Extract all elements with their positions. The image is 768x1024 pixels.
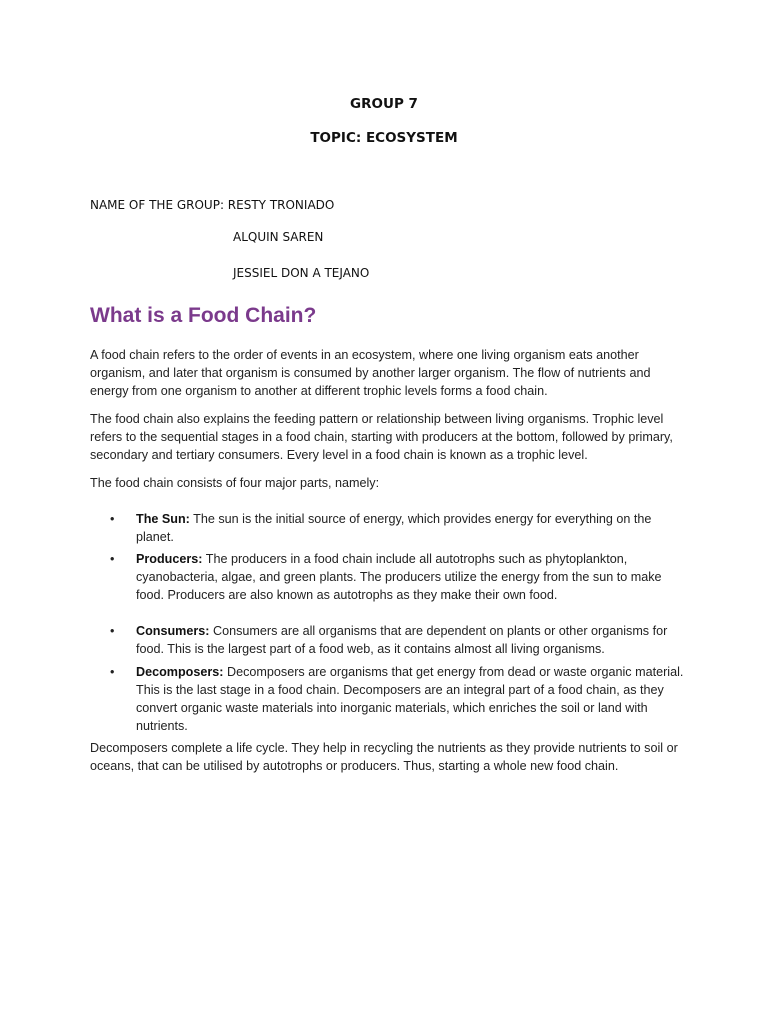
section-heading: What is a Food Chain? — [90, 304, 317, 327]
list-item-description: The sun is the initial source of energy, which provides energy for everything on the planet. — [136, 512, 652, 544]
list-item-term: Decomposers: — [136, 665, 224, 679]
group-member-name: JESSIEL DON A TEJANO — [233, 266, 370, 280]
list-item-sun — [110, 510, 684, 546]
list-item-producers — [110, 550, 684, 604]
list-item-description: The producers in a food chain include all autotrophs such as phytoplankton, cyanobacteria, algae, and green plants. The producers utilize the energy from the sun to make food. Producers are also known as autotrophs as they make their own food. — [136, 552, 662, 602]
bullet-marker: • — [110, 512, 115, 526]
topic-title: TOPIC: ECOSYSTEM — [310, 130, 458, 146]
bullet-marker: • — [110, 665, 115, 679]
list-item-term: Consumers: — [136, 624, 210, 638]
list-item-decomposers — [110, 663, 684, 735]
list-item-term: Producers: — [136, 552, 203, 566]
group-members-label: NAME OF THE GROUP: RESTY TRONIADO — [90, 198, 335, 212]
list-item-description: Consumers are all organisms that are dependent on plants or other organisms for food. This is the largest part of a food web, as it contains almost all living organisms. — [136, 624, 668, 656]
list-item-text — [136, 622, 684, 658]
list-item-text — [136, 550, 684, 604]
group-title: GROUP 7 — [350, 96, 418, 112]
paragraph: The food chain also explains the feeding pattern or relationship between living organisms. Trophic level refers to the sequential stages in a food chain, starting with producers at the bottom, followed by primary, secondary and tertiary consumers. Every level in a food chain is known as a trophic level. — [90, 412, 673, 462]
paragraph: The food chain consists of four major parts, namely: — [90, 476, 380, 490]
list-item-text — [136, 663, 684, 735]
paragraph: A food chain refers to the order of events in an ecosystem, where one living organism eats another organism, and later that organism is consumed by another larger organism. The flow of nutrients and energy from one organism to another at different trophic levels forms a food chain. — [90, 348, 651, 398]
bullet-marker: • — [110, 624, 115, 638]
list-item-text — [136, 510, 684, 546]
list-item-consumers — [110, 622, 684, 658]
paragraph: Decomposers complete a life cycle. They help in recycling the nutrients as they provide nutrients to soil or oceans, that can be utilised by autotrophs or producers. Thus, starting a whole new food chain. — [90, 741, 678, 773]
group-member-name: ALQUIN SAREN — [233, 230, 324, 244]
list-item-description: Decomposers are organisms that get energy from dead or waste organic material. This is the last stage in a food chain. Decomposers are an integral part of a food chain, as they convert organic waste materials into inorganic materials, which enriches the soil or land with nutrients. — [136, 665, 684, 733]
bullet-marker: • — [110, 552, 115, 566]
list-item-term: The Sun: — [136, 512, 190, 526]
